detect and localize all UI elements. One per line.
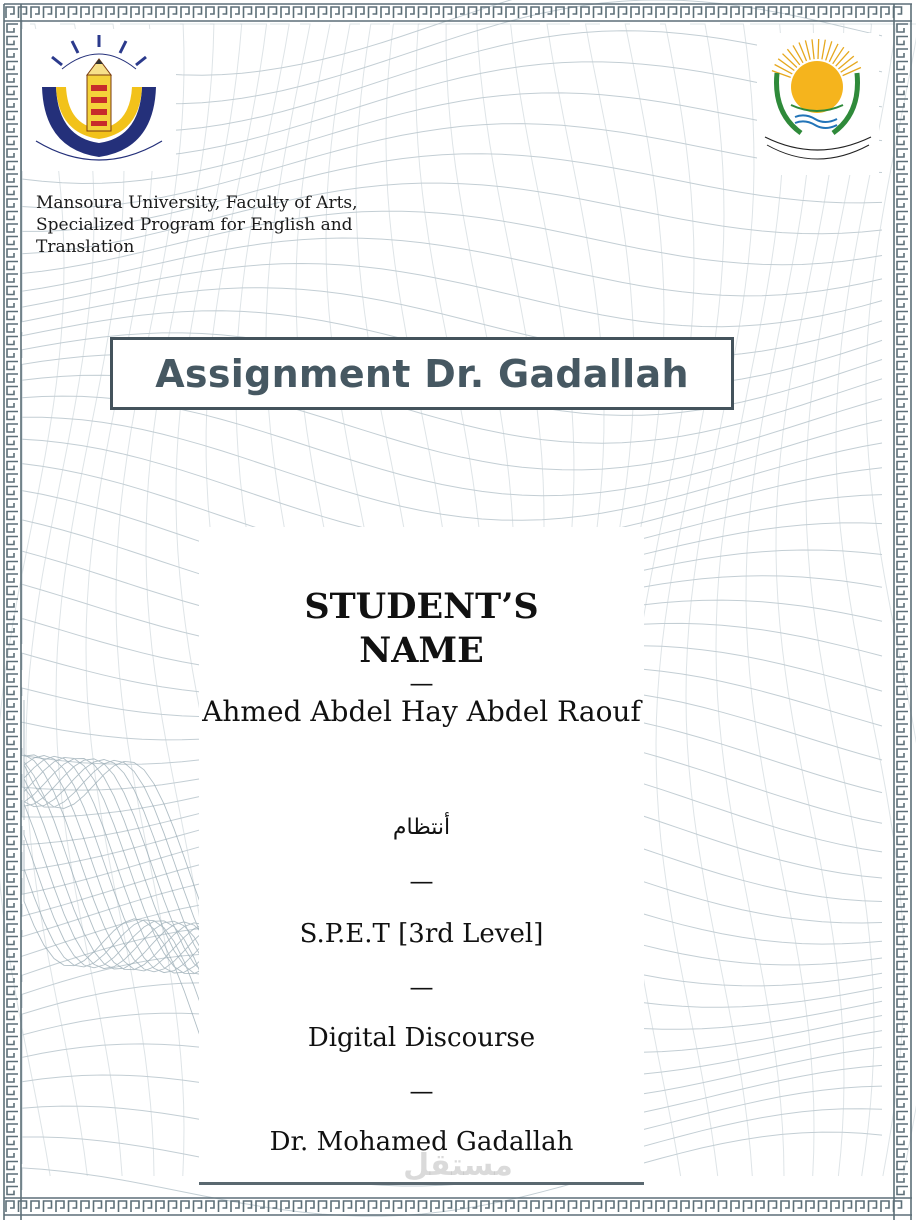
program-level: S.P.E.T [3rd Level] (299, 919, 544, 949)
assignment-title-box (110, 337, 734, 410)
separator: — (409, 973, 434, 1001)
heading-line: STUDENT’S (304, 586, 539, 627)
faculty-of-arts-logo (22, 29, 176, 171)
course-name: Digital Discourse (307, 1023, 536, 1053)
heading-line: NAME (359, 630, 484, 671)
student-info-card (199, 527, 644, 1185)
student-name: Ahmed Abdel Hay Abdel Raouf (202, 695, 641, 728)
institution-block (36, 192, 396, 258)
watermark-logo: مستقل (403, 1148, 513, 1183)
separator: — (409, 669, 434, 697)
enrollment-status: أنتظام (392, 815, 451, 840)
institution-line: Specialized Program for English and (36, 215, 353, 235)
instructor-name: Dr. Mohamed Gadallah (269, 1127, 574, 1157)
institution-line: Mansoura University, Faculty of Arts, (36, 193, 358, 213)
separator: — (409, 867, 434, 895)
student-name-heading (199, 585, 644, 673)
separator: — (409, 1077, 434, 1105)
mansoura-university-logo (757, 33, 879, 175)
assignment-title: Assignment Dr. Gadallah (155, 351, 689, 396)
institution-line: Translation (36, 237, 135, 257)
